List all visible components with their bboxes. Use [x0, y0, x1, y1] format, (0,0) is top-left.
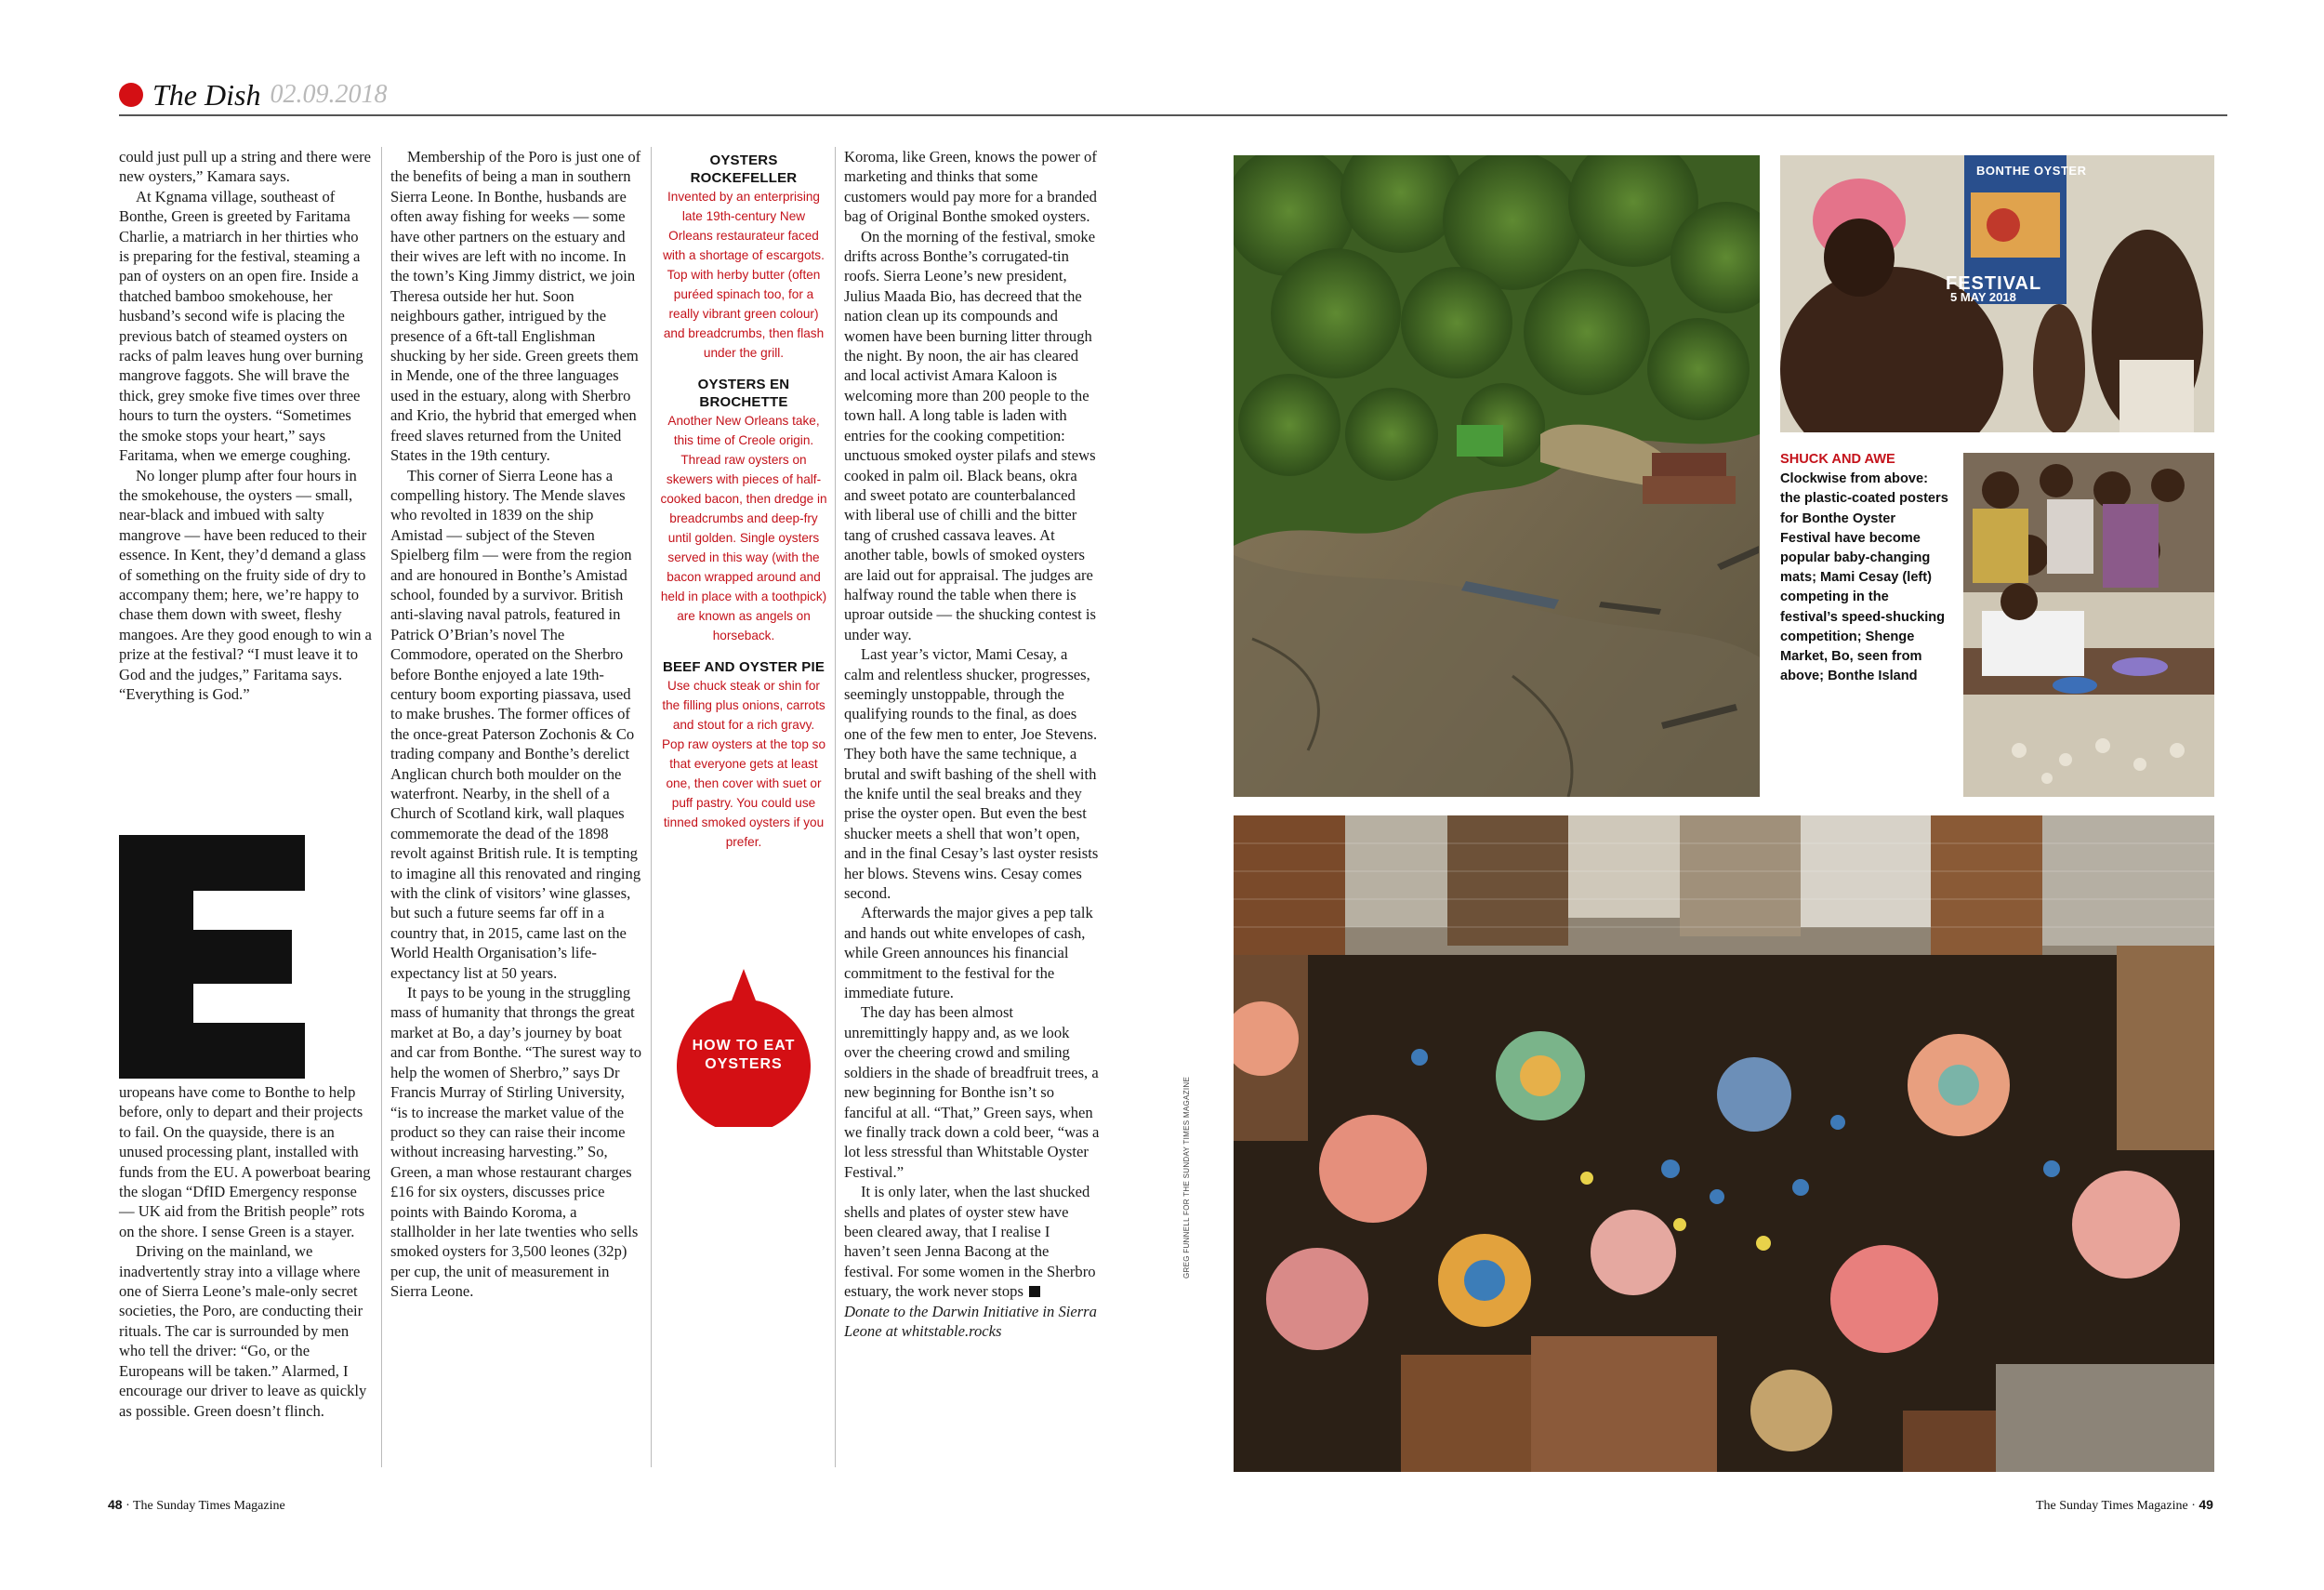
paragraph: The day has been almost unremittingly happy and, as we look over the cheering crowd and smiling soldiers in the shade of breadfruit trees, a new beginning for Bonthe isn’t so fanciful at all. “That,” Green says, when we finally track down a cold beer, “was a lot less stressful than Whitstable Oyster Festival.”: [844, 1003, 1100, 1181]
photo-credit: GREG FUNNELL FOR THE SUNDAY TIMES MAGAZINE: [1182, 1076, 1191, 1279]
header-rule: [119, 114, 2227, 116]
paragraph: Afterwards the major gives a pep talk and hands out white envelopes of cash, while Green announces his financial commitment to the festival for the immediate future.: [844, 904, 1093, 1002]
paragraph: Last year’s victor, Mami Cesay, a calm and relentless shucker, progresses, seemingly unstoppable, through the qualifying rounds to the final, as does one of the few men to enter, Joe Stevens. They both have the same technique, a brutal and swift bashing of the shell with the knife until the seal breaks and they prise the oyster open. But even the best shucker meets a shell that won’t open, and in the final Cesay’s last oyster resists her blows. Stevens wins. Cesay comes second.: [844, 645, 1099, 903]
drop-cap-letter: E: [212, 965, 213, 966]
article-column-4: [844, 147, 1100, 1341]
column-divider: [651, 147, 652, 1467]
recipe-text: Invented by an enterprising late 19th-century New Orleans restaurateur faced with a shortage of escargots. Top with herby butter (often puréed spinach too, for a really vibrant green colour) and breadcrumbs, then flash under the grill.: [663, 190, 825, 360]
recipe-text: Another New Orleans take, this time of Creole origin. Thread raw oysters on skewers with pieces of half-cooked bacon, then dredge in breadcrumbs and deep-fry until golden. Single oysters served in this way (with the bacon wrapped around and held in place with a toothpick) are known as angels on horseback.: [660, 414, 827, 643]
badge-label: [674, 1037, 813, 1074]
aerial-island-photo: [1234, 155, 1760, 797]
paragraph: Driving on the mainland, we inadvertently stray into a village where one of Sierra Leone’s male-only secret societies, the Poro, are conducting their rituals. The car is surrounded by men who tell the driver: “Go, or the Europeans will be taken.” Alarmed, I encourage our driver to leave as quickly as possible. Green doesn’t flinch.: [119, 1242, 367, 1420]
caption-title: SHUCK AND AWE: [1780, 452, 1895, 467]
page-number-left: 48: [108, 1497, 123, 1512]
paragraph: At Kgnama village, southeast of Bonthe, Green is greeted by Faritama Charlie, a matriarch in her thirties who is preparing for the festival, steaming a pan of oysters on an open fire. Inside a thatched bamboo smokehouse, her husband’s second wife is placing the previous batch of steamed oysters on racks of palm leaves hung over burning mangrove faggots. She will brave the thick, grey smoke five times over three hours to turn the oysters. “Sometimes the smoke stops your heart,” says Faritama, when we emerge coughing.: [119, 187, 363, 465]
article-column-1: [119, 147, 372, 704]
photo-caption: [1780, 450, 1949, 686]
recipe-title: OYSTERS ROCKEFELLER: [690, 152, 798, 186]
paragraph: It pays to be young in the struggling mass of humanity that throngs the great market at Bo, a day’s journey by boat and car from Bonthe. “The surest way to help the women of Sherbro,” says Dr Francis Murray of Stirling University, “is to increase the market value of the product so they can raise their income without increasing harvesting.” So, Green, a man whose restaurant charges £16 for six oysters, discusses price points with Baindo Koroma, a stallholder in her late twenties who sells smoked oysters for 3,500 leones (32p) per cup, the unit of measurement in Sierra Leone.: [390, 984, 642, 1301]
section-dot-icon: [119, 83, 143, 107]
section-header: [119, 74, 387, 115]
sign-off: Donate to the Darwin Initiative in Sierra Leone at whitstable.rocks: [844, 1302, 1097, 1340]
paragraph: On the morning of the festival, smoke drifts across Bonthe’s corrugated-tin roofs. Sierra Leone’s new president, Julius Maada Bio, has decreed that the nation clean up its compounds and women have been burning litter through the night. By noon, the air has cleared and local activist Amara Kaloon is welcoming more than 200 people to the town hall. A long table is laden with entries for the cooking competition: unctuous smoked oyster pilafs and stews cooked in palm oil. Black beans, okra and sweet potato are counterbalanced with liberal use of chilli and the bitter tang of crushed cassava leaves. At another table, bowls of smoked oysters are laid out for appraisal. The judges are halfway round the table when there is uproar outside — the shucking contest is under way.: [844, 227, 1096, 643]
recipe-title: BEEF AND OYSTER PIE: [662, 659, 825, 675]
badge-line-2: OYSTERS: [705, 1056, 783, 1072]
article-column-2: [390, 147, 643, 1302]
page-number-right: 49: [2199, 1497, 2213, 1512]
final-text: It is only later, when the last shucked shells and plates of oyster stew have been cleared away, that I realise I haven’t seen Jenna Bacong at the festival. For some women in the Sherbro estuary, the work never stops: [844, 1183, 1096, 1301]
paragraph: No longer plump after four hours in the smokehouse, the oysters — small, near-black and imbued with salty mangrove — have been reduced to their essence. In Kent, they’d demand a glass of something on the fruity side of dry to accompany them; here, we’re happy to chase them down with sweet, fleshy mangoes. Are they good enough to win a prize at the festival? “I must leave it to God and the judges,” Faritama says. “Everything is God.”: [119, 466, 372, 703]
drop-cap: [119, 835, 305, 1079]
market-aerial-photo: [1234, 815, 2214, 1472]
recipe-sidebar: [660, 152, 827, 865]
caption-text: Clockwise from above: the plastic-coated posters for Bonthe Oyster Festival have become popular baby-changing mats; Mami Cesay (left) competing in the festival’s speed-shucking competition; Shenge Market, Bo, seen from above; Bonthe Island: [1780, 471, 1948, 684]
paragraph: Koroma, like Green, knows the power of marketing and thinks that some customers would pay more for a branded bag of Original Bonthe smoked oysters.: [844, 148, 1097, 226]
badge-line-1: HOW TO EAT: [692, 1038, 796, 1053]
paragraph: could just pull up a string and there were new oysters,” Kamara says.: [119, 148, 371, 186]
paragraph-final: [844, 1182, 1100, 1301]
poster-date-text: 5 MAY 2018: [1950, 290, 2016, 304]
issue-date: 02.09.2018: [270, 80, 388, 109]
poster-top-text: BONTHE OYSTER: [1976, 164, 2087, 178]
column-divider: [381, 147, 382, 1467]
folio-right: [2036, 1497, 2213, 1514]
publication-left: · The Sunday Times Magazine: [125, 1499, 285, 1513]
column-divider: [835, 147, 836, 1467]
paragraph: Membership of the Poro is just one of the benefits of being a man in southern Sierra Leone. In Bonthe, husbands are often away fishing for weeks — some have other partners on the estuary and their wives are left with no income. In the town’s King Jimmy district, we join Theresa outside her hut. Soon neighbours gather, intrigued by the presence of a 6ft-tall Englishman shucking by her side. Green greets them in Mende, one of the three languages used in the estuary, along with Sherbro and Krio, the hybrid that emerged when freed slaves returned from the United States in the 19th century.: [390, 148, 641, 465]
paragraph: uropeans have come to Bonthe to help before, only to depart and their projects to fail. On the quayside, there is an unused processing plant, installed with funds from the EU. A powerboat bearing the slogan “DfID Emergency response — UK aid from the British people” rots on the shore. I sense Green is a stayer.: [119, 1083, 371, 1240]
recipe-text: Use chuck steak or shin for the filling plus onions, carrots and stout for a rich gravy. Pop raw oysters at the top so that everyone gets at least one, then cover with suet or puff pastry. You could use tinned smoked oysters if you prefer.: [661, 679, 826, 849]
section-title: The Dish: [152, 77, 261, 112]
shucking-competition-photo: [1963, 453, 2214, 797]
poster-festival-text: FESTIVAL: [1946, 273, 2042, 294]
paragraph: This corner of Sierra Leone has a compelling history. The Mende slaves who revolted in 1839 on the ship Amistad — subject of the Steven Spielberg film — were from the region and are honoured in Bonthe’s Amistad school, founded by a survivor. British anti-slaving naval patrols, featured in Patrick O’Brian’s novel The Commodore, operated on the Sherbro before Bonthe enjoyed a late 19th-century boom exporting piassava, used to make brushes. The former offices of the once-great Paterson Zochonis & Co trading company and Bonthe’s derelict Anglican church both moulder on the waterfront. Nearby, in the shell of a Church of Scotland kirk, wall plaques commemorate the dead of the 1898 revolt against British rule. It is tempting to imagine all this renovated and ringing with the clink of visitors’ wine glasses, but such a future seems far off in a country that, in 2015, came last on the World Health Organisation’s life-expectancy list at 50 years.: [390, 466, 641, 982]
folio-left: [108, 1497, 285, 1514]
publication-right: The Sunday Times Magazine ·: [2036, 1499, 2196, 1513]
article-column-1-continued: [119, 1082, 372, 1421]
end-mark-icon: [1029, 1286, 1040, 1297]
recipe-title: OYSTERS EN BROCHETTE: [697, 377, 790, 410]
